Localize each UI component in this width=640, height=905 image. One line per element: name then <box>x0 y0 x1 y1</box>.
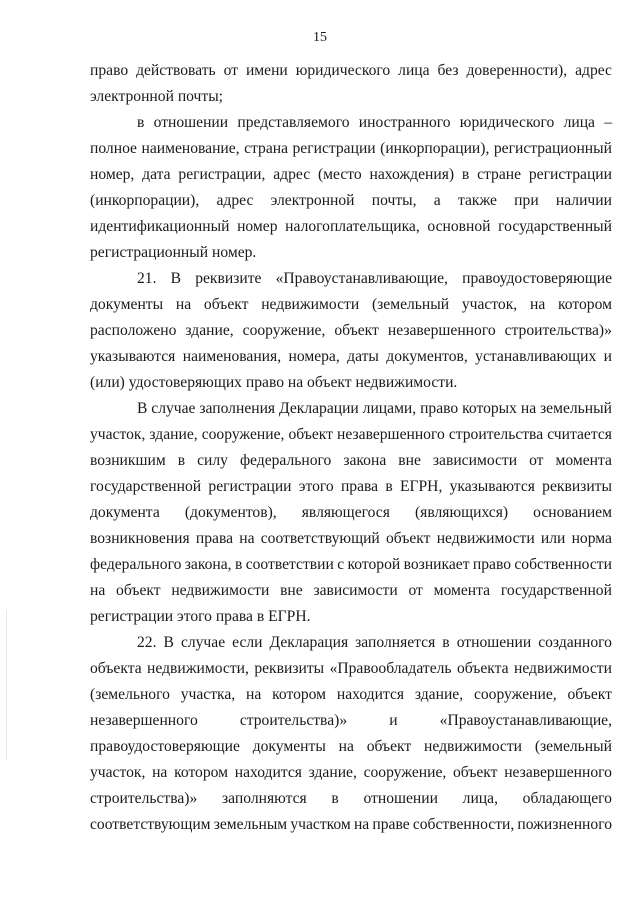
text-line: на объект недвижимости вне зависимости от момента государственной <box>90 582 612 599</box>
text-line: незавершенного строительства)» и «Правоустанавливающие, <box>90 712 612 729</box>
text-line: соответствующим земельным участком на праве собственности, пожизненного <box>90 816 612 833</box>
text-line: (земельного участка, на котором находится здание, сооружение, объект <box>90 686 612 703</box>
text-line: правоудостоверяющие документы на объект недвижимости (земельный <box>90 738 612 755</box>
text-line: право действовать от имени юридического лица без доверенности), адрес <box>90 62 612 79</box>
text-line: объекта недвижимости, реквизиты «Правообладатель объекта недвижимости <box>90 660 612 677</box>
text-line: государственной регистрации этого права в ЕГРН, указываются реквизиты <box>90 478 612 495</box>
text-line: документы на объект недвижимости (земельный участок, на котором <box>90 296 612 313</box>
page-number: 15 <box>313 30 327 45</box>
document-body <box>90 58 612 838</box>
scan-margin-mark <box>6 610 7 760</box>
text-line: расположено здание, сооружение, объект незавершенного строительства)» <box>90 322 612 339</box>
paragraph-first-line: 21. В реквизите «Правоустанавливающие, правоудостоверяющие <box>137 270 612 287</box>
text-line: участок, на котором находится здание, сооружение, объект незавершенного <box>90 764 612 781</box>
paragraph-first-line: в отношении представляемого иностранного юридического лица – <box>137 114 612 131</box>
text-line: регистрации этого права в ЕГРН. <box>90 608 311 625</box>
text-line: возникшим в силу федерального закона вне зависимости от момента <box>90 452 612 469</box>
text-line: федерального закона, в соответствии с которой возникает право собственности <box>90 556 612 573</box>
paragraph-first-line: В случае заполнения Декларации лицами, право которых на земельный <box>137 400 612 417</box>
text-line: номер, дата регистрации, адрес (место нахождения) в стране регистрации <box>90 166 612 183</box>
text-line: (инкорпорации), адрес электронной почты, а также при наличии <box>90 192 612 209</box>
text-line: идентификационный номер налогоплательщика, основной государственный <box>90 218 612 235</box>
text-line: возникновения права на соответствующий объект недвижимости или норма <box>90 530 612 547</box>
text-line: указываются наименования, номера, даты документов, устанавливающих и <box>90 348 612 365</box>
text-line: (или) удостоверяющих право на объект недвижимости. <box>90 374 458 391</box>
text-line: строительства)» заполняются в отношении лица, обладающего <box>90 790 612 807</box>
text-line: регистрационный номер. <box>90 244 257 261</box>
text-line: электронной почты; <box>90 88 224 105</box>
text-line: полное наименование, страна регистрации (инкорпорации), регистрационный <box>90 140 612 157</box>
text-line: участок, здание, сооружение, объект незавершенного строительства считается <box>90 426 612 443</box>
paragraph-first-line: 22. В случае если Декларация заполняется в отношении созданного <box>137 634 612 651</box>
text-line: документа (документов), являющегося (являющихся) основанием <box>90 504 612 521</box>
